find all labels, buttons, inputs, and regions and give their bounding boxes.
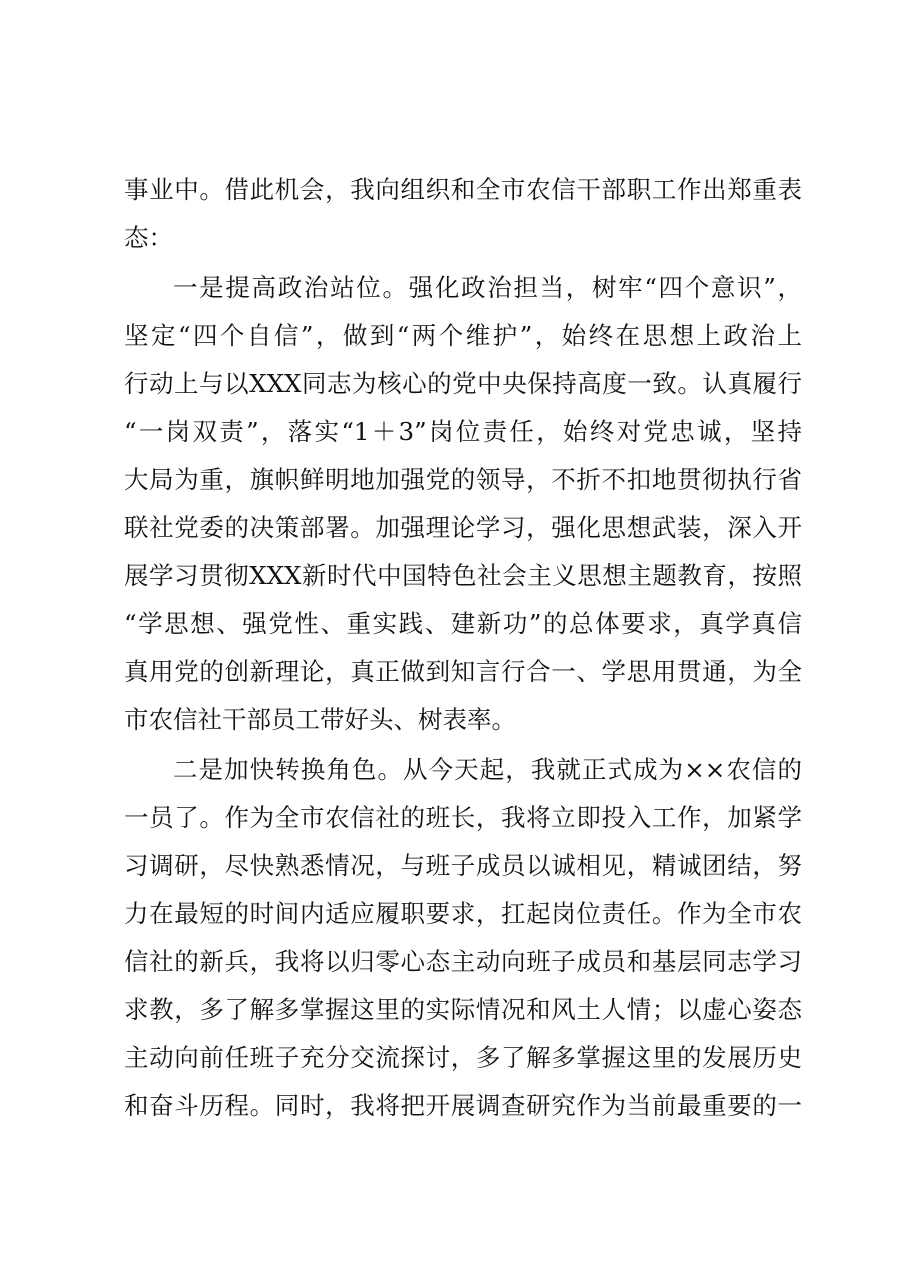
paragraph-political-stance: [124, 264, 802, 744]
text-line: 求教，多了解多掌握这里的实际情况和风土人情；以虚心姿态: [124, 995, 802, 1024]
text-line: 真用党的创新理论，真正做到知言行合一、学思用贯通，为全: [124, 657, 802, 686]
text-line: 态：: [124, 223, 173, 252]
paragraph-role-transition: [124, 746, 802, 1130]
text-line: 市农信社干部员工带好头、树表率。: [124, 705, 516, 734]
text-line: 习调研，尽快熟悉情况，与班子成员以诚相见，精诚团结，努: [124, 851, 802, 880]
text-line: 坚定“四个自信”，做到“两个维护”，始终在思想上政治上: [124, 321, 802, 350]
document-body: [124, 166, 802, 1130]
paragraph-continuation: [124, 166, 802, 262]
text-line: 力在最短的时间内适应履职要求，扛起岗位责任。作为全市农: [124, 899, 802, 928]
text-line: 行动上与以XXX同志为核心的党中央保持高度一致。认真履行: [124, 369, 802, 398]
text-line: 大局为重，旗帜鲜明地加强党的领导，不折不扣地贯彻执行省: [124, 465, 802, 494]
text-line: 事业中。借此机会，我向组织和全市农信干部职工作出郑重表: [124, 175, 802, 204]
text-line: 主动向前任班子充分交流探讨，多了解多掌握这里的发展历史: [124, 1043, 802, 1072]
text-line: 展学习贯彻XXX新时代中国特色社会主义思想主题教育，按照: [124, 561, 802, 590]
text-line: “一岗双责”，落实“1＋3”岗位责任，始终对党忠诚，坚持: [124, 417, 802, 446]
text-line: 联社党委的决策部署。加强理论学习，强化思想武装，深入开: [124, 513, 802, 542]
text-line: 二是加快转换角色。从今天起，我就正式成为××农信的: [173, 755, 802, 784]
text-line: 一员了。作为全市农信社的班长，我将立即投入工作，加紧学: [124, 803, 802, 832]
text-line: “学思想、强党性、重实践、建新功”的总体要求，真学真信: [124, 609, 802, 638]
text-line: 信社的新兵，我将以归零心态主动向班子成员和基层同志学习: [124, 947, 802, 976]
text-line: 和奋斗历程。同时，我将把开展调查研究作为当前最重要的一: [124, 1091, 802, 1120]
text-line: 一是提高政治站位。强化政治担当，树牢“四个意识”，: [173, 273, 802, 302]
